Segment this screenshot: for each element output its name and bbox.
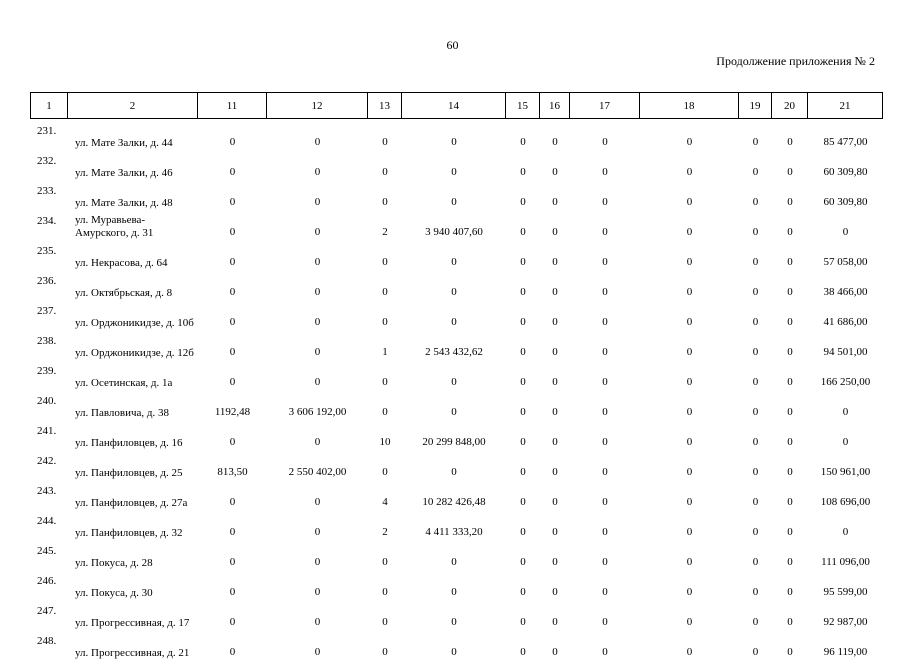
cell-c12: 0 (314, 346, 321, 358)
cell-c13: 4 (382, 496, 388, 508)
cell-c12: 2 550 402,00 (288, 466, 347, 478)
cell-c18: 0 (686, 196, 693, 208)
cell-c19: 0 (752, 286, 759, 298)
cell-c16: 0 (552, 556, 558, 568)
row-address: ул. Покуса, д. 30 (75, 587, 153, 599)
row-number: 236. (37, 275, 57, 287)
row-address: ул. Панфиловцев, д. 25 (75, 467, 183, 479)
table-row (30, 513, 882, 543)
cell-c20: 0 (787, 466, 793, 478)
table-row (30, 573, 882, 603)
cell-c19: 0 (752, 616, 759, 628)
cell-c19: 0 (752, 436, 759, 448)
cell-c14: 0 (451, 646, 457, 658)
cell-c11: 0 (229, 166, 236, 178)
row-number: 241. (37, 425, 57, 437)
cell-c17: 0 (602, 646, 608, 658)
cell-c14: 0 (451, 316, 457, 328)
column-header-18: 18 (640, 93, 739, 119)
cell-c15: 0 (520, 256, 526, 268)
cell-c18: 0 (686, 376, 693, 388)
cell-c11: 0 (229, 286, 236, 298)
cell-c14: 0 (451, 616, 457, 628)
cell-c18: 0 (686, 226, 693, 238)
cell-c12: 0 (314, 646, 321, 658)
cell-c15: 0 (520, 166, 526, 178)
cell-c13: 10 (379, 436, 391, 448)
cell-c16: 0 (552, 526, 558, 538)
cell-c11: 0 (229, 646, 236, 658)
cell-c14: 3 940 407,60 (425, 226, 483, 238)
cell-c15: 0 (520, 646, 526, 658)
cell-c16: 0 (552, 256, 558, 268)
table-row (30, 603, 882, 633)
row-address: ул. Муравьева-Амурского, д. 31 (75, 214, 154, 239)
row-address: ул. Мате Залки, д. 44 (75, 137, 173, 149)
cell-c11: 0 (229, 346, 236, 358)
cell-c15: 0 (520, 466, 526, 478)
cell-c19: 0 (752, 406, 759, 418)
cell-c17: 0 (602, 256, 608, 268)
cell-c19: 0 (752, 166, 759, 178)
table-row (30, 153, 882, 183)
cell-c21: 0 (842, 436, 849, 448)
cell-c13: 2 (382, 226, 388, 238)
cell-c18: 0 (686, 256, 693, 268)
cell-c11: 0 (229, 436, 236, 448)
cell-c13: 2 (382, 526, 388, 538)
cell-c19: 0 (752, 526, 759, 538)
cell-c12: 3 606 192,00 (288, 406, 347, 418)
table-body (30, 123, 882, 663)
cell-c19: 0 (752, 226, 759, 238)
column-header-13: 13 (368, 93, 402, 119)
column-number-row (31, 93, 883, 119)
cell-c13: 0 (382, 166, 388, 178)
cell-c20: 0 (787, 616, 793, 628)
cell-c11: 0 (229, 136, 236, 148)
cell-c18: 0 (686, 406, 693, 418)
cell-c11: 0 (229, 256, 236, 268)
cell-c15: 0 (520, 226, 526, 238)
cell-c13: 0 (382, 616, 388, 628)
cell-c12: 0 (314, 226, 321, 238)
cell-c14: 0 (451, 556, 457, 568)
cell-c15: 0 (520, 346, 526, 358)
cell-c14: 0 (451, 196, 457, 208)
cell-c12: 0 (314, 586, 321, 598)
cell-c18: 0 (686, 496, 693, 508)
cell-c14: 0 (451, 256, 457, 268)
column-header-21: 21 (808, 93, 883, 119)
column-header-20: 20 (772, 93, 808, 119)
cell-c16: 0 (552, 346, 558, 358)
row-address: ул. Прогрессивная, д. 21 (75, 647, 190, 659)
cell-c21: 111 096,00 (821, 556, 870, 568)
cell-c12: 0 (314, 136, 321, 148)
cell-c12: 0 (314, 286, 321, 298)
cell-c15: 0 (520, 136, 526, 148)
cell-c20: 0 (787, 136, 793, 148)
cell-c11: 0 (229, 556, 236, 568)
table-row (30, 183, 882, 213)
cell-c11: 1192,48 (214, 406, 251, 418)
row-address: ул. Октябрьская, д. 8 (75, 287, 173, 299)
cell-c20: 0 (787, 166, 793, 178)
cell-c19: 0 (752, 196, 759, 208)
cell-c16: 0 (552, 166, 558, 178)
row-address: ул. Панфиловцев, д. 27а (75, 497, 188, 509)
cell-c17: 0 (602, 406, 608, 418)
cell-c21: 96 119,00 (823, 646, 868, 658)
cell-c12: 0 (314, 256, 321, 268)
table-row (30, 273, 882, 303)
cell-c18: 0 (686, 466, 693, 478)
cell-c19: 0 (752, 316, 759, 328)
cell-c21: 0 (842, 526, 849, 538)
cell-c18: 0 (686, 646, 693, 658)
cell-c16: 0 (552, 496, 558, 508)
cell-c20: 0 (787, 406, 793, 418)
cell-c17: 0 (602, 166, 608, 178)
column-header-12: 12 (267, 93, 368, 119)
row-address: ул. Орджоникидзе, д. 12б (75, 347, 194, 359)
column-header-1: 1 (31, 93, 68, 119)
row-number: 240. (37, 395, 57, 407)
cell-c17: 0 (602, 616, 608, 628)
cell-c20: 0 (787, 556, 793, 568)
cell-c11: 0 (229, 586, 236, 598)
table-row (30, 453, 882, 483)
cell-c11: 0 (229, 616, 236, 628)
cell-c13: 0 (382, 586, 388, 598)
cell-c11: 0 (229, 376, 236, 388)
cell-c21: 85 477,00 (823, 136, 868, 148)
cell-c14: 4 411 333,20 (425, 526, 483, 538)
row-number: 247. (37, 605, 57, 617)
table-row (30, 633, 882, 663)
cell-c13: 0 (382, 376, 388, 388)
cell-c18: 0 (686, 436, 693, 448)
row-number: 242. (37, 455, 57, 467)
cell-c12: 0 (314, 436, 321, 448)
cell-c20: 0 (787, 316, 793, 328)
row-number: 232. (37, 155, 57, 167)
row-number: 248. (37, 635, 57, 647)
cell-c16: 0 (552, 196, 558, 208)
cell-c19: 0 (752, 496, 759, 508)
table-row (30, 363, 882, 393)
cell-c16: 0 (552, 316, 558, 328)
cell-c15: 0 (520, 196, 526, 208)
cell-c17: 0 (602, 436, 608, 448)
cell-c17: 0 (602, 586, 608, 598)
cell-c21: 38 466,00 (823, 286, 868, 298)
cell-c17: 0 (602, 376, 608, 388)
cell-c13: 0 (382, 256, 388, 268)
cell-c15: 0 (520, 286, 526, 298)
table-row (30, 483, 882, 513)
row-address: ул. Покуса, д. 28 (75, 557, 153, 569)
cell-c18: 0 (686, 166, 693, 178)
cell-c19: 0 (752, 556, 759, 568)
cell-c15: 0 (520, 556, 526, 568)
row-address: ул. Панфиловцев, д. 32 (75, 527, 183, 539)
column-header-table (30, 92, 883, 119)
cell-c15: 0 (520, 376, 526, 388)
cell-c11: 0 (229, 196, 236, 208)
cell-c20: 0 (787, 226, 793, 238)
column-header-17: 17 (570, 93, 640, 119)
cell-c21: 94 501,00 (823, 346, 868, 358)
row-number: 244. (37, 515, 57, 527)
cell-c21: 150 961,00 (820, 466, 871, 478)
cell-c16: 0 (552, 136, 558, 148)
cell-c13: 0 (382, 466, 388, 478)
cell-c18: 0 (686, 586, 693, 598)
cell-c20: 0 (787, 496, 793, 508)
cell-c20: 0 (787, 646, 793, 658)
cell-c12: 0 (314, 196, 321, 208)
cell-c18: 0 (686, 556, 693, 568)
cell-c16: 0 (552, 226, 558, 238)
cell-c14: 0 (451, 286, 457, 298)
column-header-16: 16 (540, 93, 570, 119)
cell-c19: 0 (752, 346, 759, 358)
cell-c12: 0 (314, 616, 321, 628)
cell-c20: 0 (787, 376, 793, 388)
cell-c15: 0 (520, 316, 526, 328)
cell-c15: 0 (520, 406, 526, 418)
cell-c11: 0 (229, 496, 236, 508)
table-row (30, 123, 882, 153)
cell-c15: 0 (520, 496, 526, 508)
cell-c21: 95 599,00 (823, 586, 868, 598)
cell-c12: 0 (314, 526, 321, 538)
row-address: ул. Орджоникидзе, д. 10б (75, 317, 194, 329)
row-number: 245. (37, 545, 57, 557)
column-header-11: 11 (198, 93, 267, 119)
cell-c13: 0 (382, 406, 388, 418)
cell-c14: 0 (451, 136, 457, 148)
cell-c17: 0 (602, 226, 608, 238)
cell-c16: 0 (552, 436, 558, 448)
cell-c14: 0 (451, 166, 457, 178)
cell-c21: 166 250,00 (820, 376, 871, 388)
cell-c17: 0 (602, 346, 608, 358)
cell-c21: 0 (842, 226, 849, 238)
cell-c13: 0 (382, 196, 388, 208)
row-number: 233. (37, 185, 57, 197)
column-header-19: 19 (739, 93, 772, 119)
cell-c21: 60 309,80 (823, 166, 868, 178)
cell-c14: 0 (451, 586, 457, 598)
cell-c14: 10 282 426,48 (422, 496, 486, 508)
cell-c18: 0 (686, 286, 693, 298)
cell-c11: 813,50 (217, 466, 248, 478)
table-row (30, 333, 882, 363)
cell-c20: 0 (787, 346, 793, 358)
cell-c18: 0 (686, 316, 693, 328)
cell-c19: 0 (752, 646, 759, 658)
table-row (30, 303, 882, 333)
cell-c15: 0 (520, 526, 526, 538)
cell-c14: 0 (451, 376, 457, 388)
cell-c12: 0 (314, 556, 321, 568)
cell-c18: 0 (686, 616, 693, 628)
cell-c17: 0 (602, 196, 608, 208)
cell-c16: 0 (552, 586, 558, 598)
appendix-continuation-note: Продолжение приложения № 2 (716, 54, 875, 68)
cell-c21: 41 686,00 (823, 316, 868, 328)
cell-c11: 0 (229, 316, 236, 328)
cell-c20: 0 (787, 256, 793, 268)
cell-c17: 0 (602, 556, 608, 568)
row-address: ул. Прогрессивная, д. 17 (75, 617, 190, 629)
cell-c21: 57 058,00 (823, 256, 868, 268)
cell-c13: 0 (382, 316, 388, 328)
cell-c13: 0 (382, 136, 388, 148)
page-number: 60 (446, 38, 459, 52)
cell-c13: 1 (382, 346, 388, 358)
row-number: 243. (37, 485, 57, 497)
cell-c18: 0 (686, 526, 693, 538)
cell-c11: 0 (229, 526, 236, 538)
cell-c17: 0 (602, 136, 608, 148)
table-row (30, 393, 882, 423)
cell-c12: 0 (314, 496, 321, 508)
row-number: 238. (37, 335, 57, 347)
cell-c19: 0 (752, 586, 759, 598)
cell-c14: 2 543 432,62 (425, 346, 483, 358)
cell-c17: 0 (602, 466, 608, 478)
cell-c16: 0 (552, 646, 558, 658)
column-header-15: 15 (506, 93, 540, 119)
table-row (30, 423, 882, 453)
cell-c16: 0 (552, 376, 558, 388)
row-number: 239. (37, 365, 57, 377)
cell-c21: 108 696,00 (820, 496, 871, 508)
cell-c14: 20 299 848,00 (422, 436, 486, 448)
cell-c20: 0 (787, 436, 793, 448)
table-row (30, 543, 882, 573)
row-address: ул. Мате Залки, д. 46 (75, 167, 173, 179)
row-address: ул. Панфиловцев, д. 16 (75, 437, 183, 449)
cell-c14: 0 (451, 466, 457, 478)
cell-c21: 92 987,00 (823, 616, 868, 628)
cell-c12: 0 (314, 166, 321, 178)
cell-c17: 0 (602, 526, 608, 538)
row-address: ул. Павловича, д. 38 (75, 407, 169, 419)
cell-c13: 0 (382, 646, 388, 658)
row-number: 246. (37, 575, 57, 587)
cell-c13: 0 (382, 556, 388, 568)
cell-c12: 0 (314, 376, 321, 388)
row-address: ул. Мате Залки, д. 48 (75, 197, 173, 209)
cell-c11: 0 (229, 226, 236, 238)
cell-c14: 0 (451, 406, 457, 418)
row-address: ул. Некрасова, д. 64 (75, 257, 168, 269)
cell-c19: 0 (752, 466, 759, 478)
cell-c20: 0 (787, 586, 793, 598)
row-number: 235. (37, 245, 57, 257)
table-row (30, 243, 882, 273)
column-header-14: 14 (402, 93, 506, 119)
cell-c15: 0 (520, 436, 526, 448)
cell-c19: 0 (752, 256, 759, 268)
cell-c15: 0 (520, 616, 526, 628)
row-number: 237. (37, 305, 57, 317)
cell-c20: 0 (787, 526, 793, 538)
cell-c21: 60 309,80 (823, 196, 868, 208)
cell-c16: 0 (552, 406, 558, 418)
cell-c19: 0 (752, 376, 759, 388)
cell-c18: 0 (686, 346, 693, 358)
row-number: 234. (37, 215, 57, 227)
cell-c17: 0 (602, 496, 608, 508)
cell-c16: 0 (552, 286, 558, 298)
column-header-2: 2 (68, 93, 198, 119)
cell-c16: 0 (552, 466, 558, 478)
cell-c15: 0 (520, 586, 526, 598)
row-address: ул. Осетинская, д. 1а (75, 377, 173, 389)
cell-c20: 0 (787, 286, 793, 298)
cell-c12: 0 (314, 316, 321, 328)
cell-c17: 0 (602, 316, 608, 328)
row-number: 231. (37, 125, 57, 137)
cell-c16: 0 (552, 616, 558, 628)
cell-c20: 0 (787, 196, 793, 208)
cell-c18: 0 (686, 136, 693, 148)
cell-c17: 0 (602, 286, 608, 298)
cell-c13: 0 (382, 286, 388, 298)
cell-c19: 0 (752, 136, 759, 148)
cell-c21: 0 (842, 406, 849, 418)
table-row (30, 213, 882, 243)
